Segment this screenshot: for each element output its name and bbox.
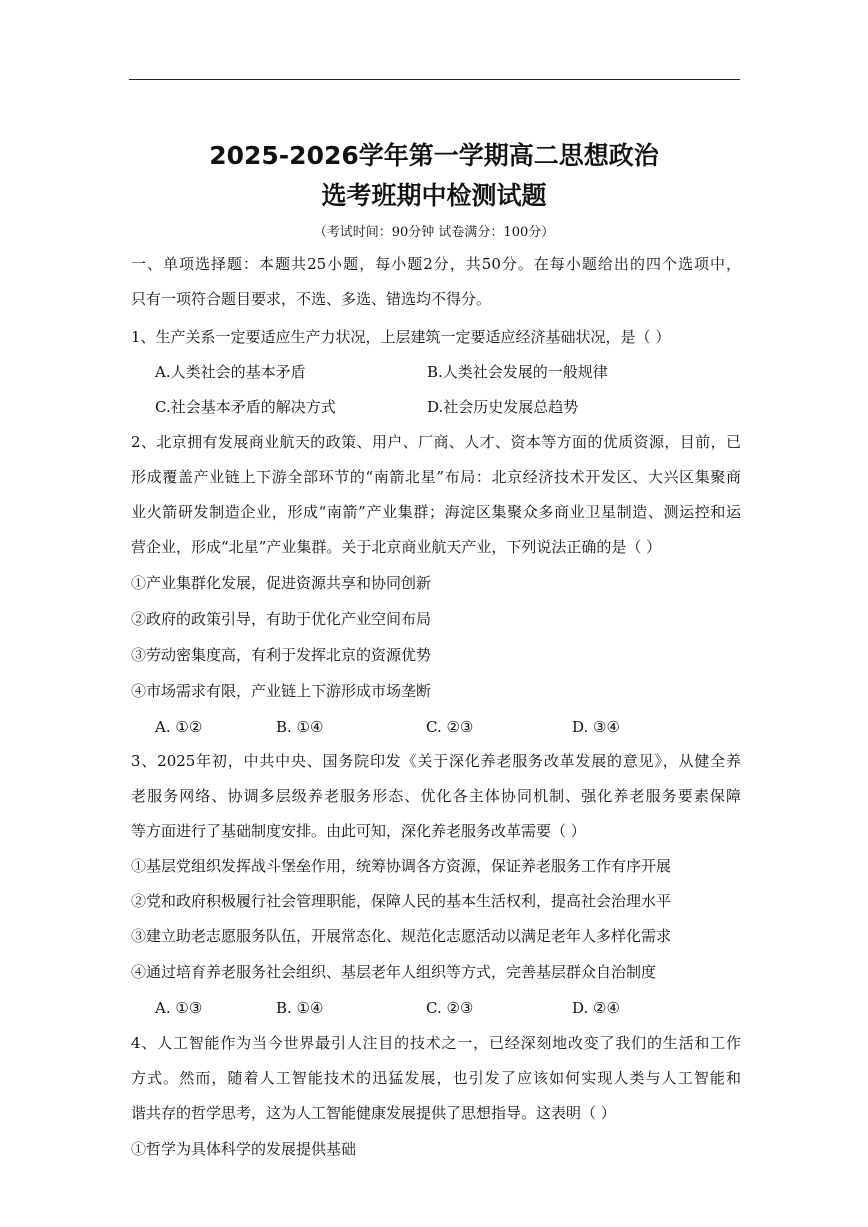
header-rule [129, 79, 740, 80]
section-instructions-line: 只有一项符合题目要求，不选、多选、错选均不得分。 [131, 290, 492, 308]
question-stem: 4、人工智能作为当今世界最引人注目的技术之一，已经深刻地改变了我们的生活和工作 [131, 1034, 741, 1052]
statement: ③劳动密集度高，有利于发挥北京的资源优势 [131, 646, 432, 664]
question-stem: 等方面进行了基础制度安排。由此可知，深化养老服务改革需要（ ） [131, 822, 586, 840]
option-c: C. ②③ [426, 999, 474, 1017]
question-stem: 谐共存的哲学思考，这为人工智能健康发展提供了思想指导。这表明（ ） [131, 1104, 616, 1122]
statement: ①产业集群化发展，促进资源共享和协同创新 [131, 574, 432, 592]
statement: ②政府的政策引导，有助于优化产业空间布局 [131, 610, 432, 628]
option-a: A. ①② [155, 718, 203, 736]
question-stem: 3、2025年初，中共中央、国务院印发《关于深化养老服务改革发展的意见》，从健全养 [131, 752, 741, 770]
statement: ②党和政府积极履行社会管理职能，保障人民的基本生活权利，提高社会治理水平 [131, 892, 672, 910]
section-instructions-line: 一、单项选择题：本题共25小题，每小题2分，共50分。在每小题给出的四个选项中， [131, 255, 741, 273]
exam-info: （考试时间：90分钟 试卷满分：100分） [313, 225, 555, 240]
option-a: A. ①③ [155, 999, 203, 1017]
option-d: D. ③④ [572, 718, 620, 736]
statement: ④通过培育养老服务社会组织、基层老年人组织等方式，完善基层群众自治制度 [131, 963, 657, 981]
question-stem: 2、北京拥有发展商业航天的政策、用户、厂商、人才、资本等方面的优质资源，目前，已 [131, 433, 741, 451]
option-c: C. ②③ [426, 718, 474, 736]
question-stem: 老服务网络、协调多层级养老服务形态、优化各主体协同机制、强化养老服务要素保障 [131, 787, 741, 805]
statement: ④市场需求有限，产业链上下游形成市场垄断 [131, 682, 432, 700]
question-stem: 形成覆盖产业链上下游全部环节的“南箭北星”布局：北京经济技术开发区、大兴区集聚商 [131, 468, 741, 486]
question-stem: 业火箭研发制造企业，形成“南箭”产业集群；海淀区集聚众多商业卫星制造、测运控和运 [131, 503, 741, 521]
option-c: C.社会基本矛盾的解决方式 [155, 398, 336, 416]
option-b: B. ①④ [276, 999, 324, 1017]
question-stem: 方式。然而，随着人工智能技术的迅猛发展，也引发了应该如何实现人类与人工智能和 [131, 1069, 741, 1087]
option-d: D.社会历史发展总趋势 [427, 398, 579, 416]
question-stem: 1、生产关系一定要适应生产力状况，上层建筑一定要适应经济基础状况，是（ ） [131, 328, 671, 346]
exam-subtitle: 选考班期中检测试题 [321, 181, 547, 210]
statement: ①基层党组织发挥战斗堡垒作用，统筹协调各方资源，保证养老服务工作有序开展 [131, 857, 672, 875]
option-d: D. ②④ [572, 999, 620, 1017]
question-stem: 营企业，形成“北星”产业集群。关于北京商业航天产业，下列说法正确的是（ ） [131, 538, 662, 556]
statement: ①哲学为具体科学的发展提供基础 [131, 1140, 357, 1158]
statement: ③建立助老志愿服务队伍，开展常态化、规范化志愿活动以满足老年人多样化需求 [131, 927, 672, 945]
option-a: A.人类社会的基本矛盾 [155, 363, 306, 381]
exam-title: 2025-2026学年第一学期高二思想政治 [209, 141, 659, 170]
option-b: B. ①④ [276, 718, 324, 736]
option-b: B.人类社会发展的一般规律 [427, 363, 608, 381]
